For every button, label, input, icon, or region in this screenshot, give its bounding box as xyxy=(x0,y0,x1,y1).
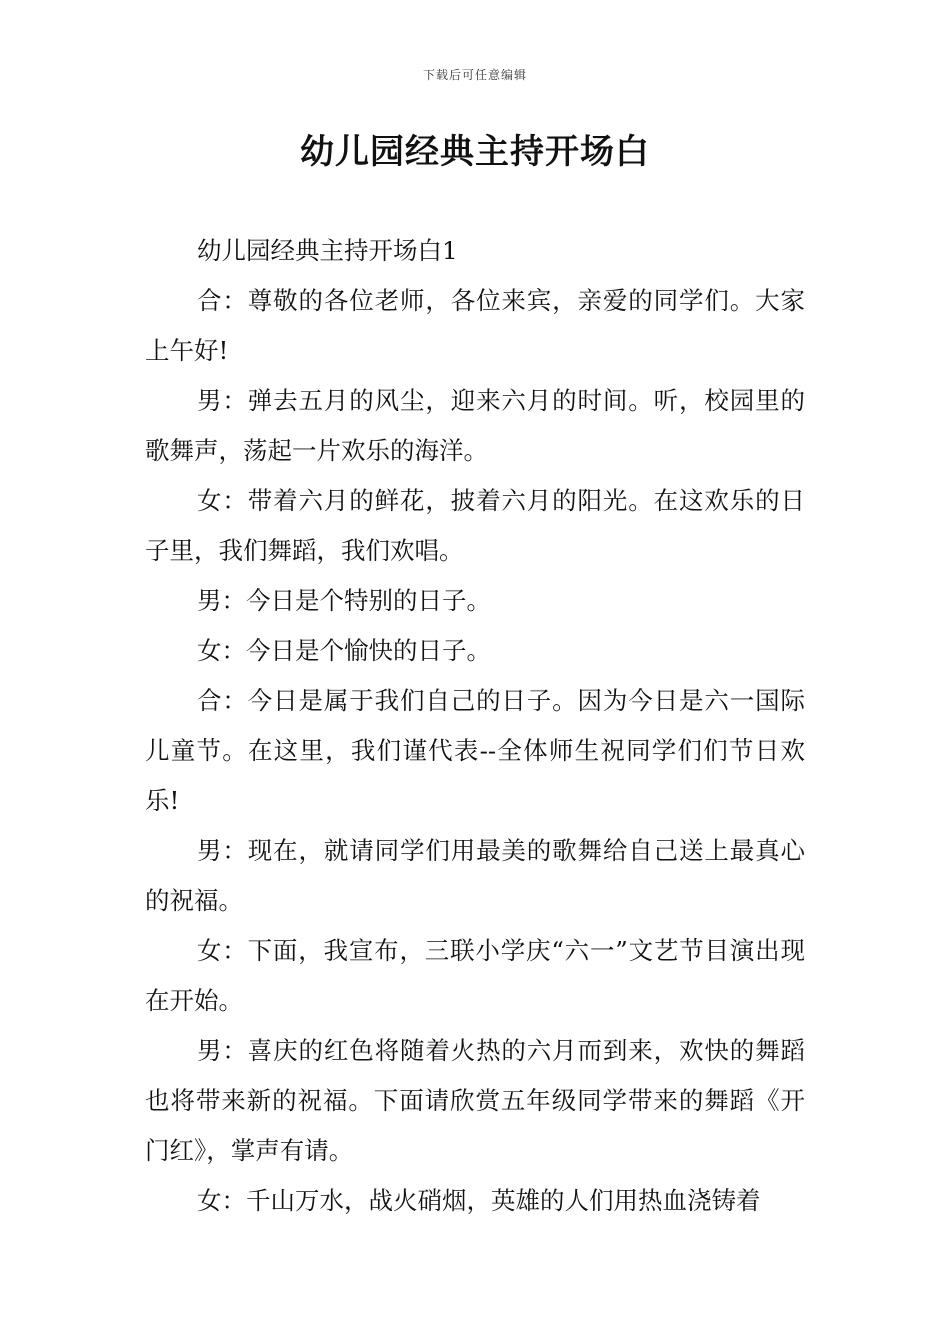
section-heading: 幼儿园经典主持开场白1 xyxy=(197,236,458,265)
paragraph: 女：下面，我宣布，三联小学庆“六一”文艺节目演出现在开始。 xyxy=(145,936,805,1015)
header-note: 下载后可任意编辑 xyxy=(422,68,527,82)
paragraph: 女：今日是个愉快的日子。 xyxy=(197,636,491,665)
paragraph: 女：带着六月的鲜花，披着六月的阳光。在这欢乐的日子里，我们舞蹈，我们欢唱。 xyxy=(145,486,805,565)
paragraph: 合：尊敬的各位老师，各位来宾，亲爱的同学们。大家上午好! xyxy=(145,286,805,365)
paragraph: 男：今日是个特别的日子。 xyxy=(197,586,491,615)
paragraph: 男：现在，就请同学们用最美的歌舞给自己送上最真心的祝福。 xyxy=(145,836,805,915)
document-title: 幼儿园经典主持开场白 xyxy=(300,132,650,172)
paragraph: 男：喜庆的红色将随着火热的六月而到来，欢快的舞蹈也将带来新的祝福。下面请欣赏五年级同学带来的舞蹈《开门红》，掌声有请。 xyxy=(145,1036,805,1165)
document-body xyxy=(145,226,805,1226)
paragraph: 男：弹去五月的风尘，迎来六月的时间。听，校园里的歌舞声，荡起一片欢乐的海洋。 xyxy=(145,386,805,465)
paragraph: 合：今日是属于我们自己的日子。因为今日是六一国际儿童节。在这里，我们谨代表--全体师生祝同学们们节日欢乐! xyxy=(145,686,805,815)
paragraph: 女：千山万水，战火硝烟，英雄的人们用热血浇铸着 xyxy=(197,1186,761,1215)
